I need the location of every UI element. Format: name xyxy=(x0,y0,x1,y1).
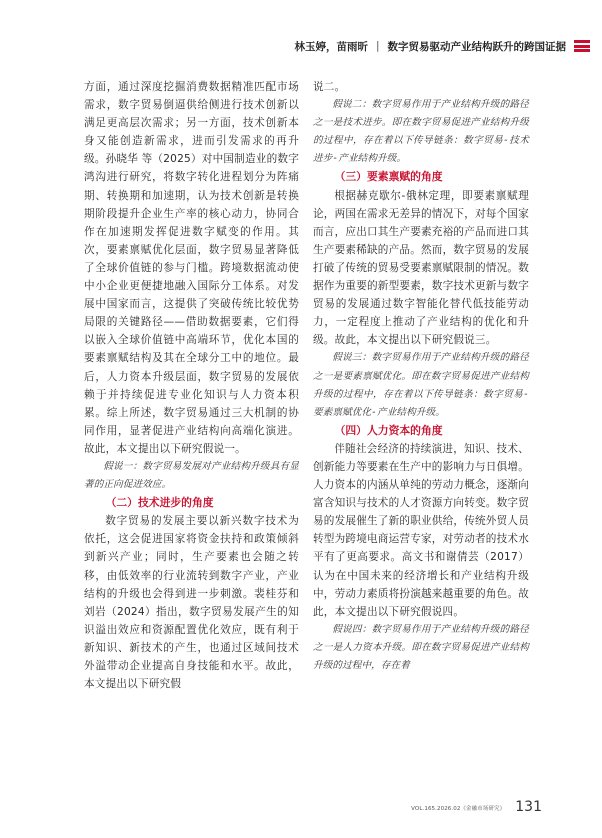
hypothesis-3: 假说三：数字贸易作用于产业结构升级的路径之一是要素禀赋优化。即在数字贸易促进产业结构升级的过程中，存在着以下传导链条：数字贸易-要素禀赋优化-产业结构升级。 xyxy=(313,352,529,418)
section-heading-human-capital: （四）人力资本的角度 xyxy=(334,423,443,437)
hypothesis-4: 假说四：数字贸易作用于产业结构升级的路径之一是人力资本升级。即在数字贸易促进产业结构升级的过程中，存在着 xyxy=(313,623,529,671)
section-heading-factor-endowment: （三）要素禀赋的角度 xyxy=(334,170,443,184)
page-footer xyxy=(411,800,542,814)
section-heading-technology: （二）技术进步的角度 xyxy=(105,496,214,510)
hypothesis-2: 假说二：数字贸易作用于产业结构升级的路径之一是技术进步。即在数字贸易促进产业结构升级的过程中，存在着以下传导链条：数字贸易-技术进步-产业结构升级。 xyxy=(313,99,529,165)
hypothesis-1: 假说一：数字贸易发展对产业结构升级具有显著的正向促进效应。 xyxy=(84,460,299,491)
header-separator: | xyxy=(375,40,380,52)
page-number: 131 xyxy=(515,799,542,815)
right-column xyxy=(313,78,529,675)
paragraph: 说二。 xyxy=(313,81,346,93)
paragraph: 根据赫克歇尔-俄林定理，即要素禀赋理论，两国在需求无差异的情况下，对每个国家而言，应出口其生产要素充裕的产品而进口其生产要素稀缺的产品。然而，数字贸易的发展打破了传统的贸易受要素禀赋限制的情况。数据作为重要的新型要素，数字技术更新与数字贸易的发展通过数字智能化替代低技能劳动力，一定程度上推动了产业结构的优化和升级。故此，本文提出以下研究假说三。 xyxy=(313,189,529,347)
left-column xyxy=(84,78,299,693)
header-title: 数字贸易驱动产业结构跃升的跨国证据 xyxy=(387,40,566,53)
paragraph: 数字贸易的发展主要以新兴数字技术为依托，这会促进国家将资金扶持和政策倾斜到新兴产业；同时，生产要素也会随之转移，由低效率的行业流转到数字产业，产业结构的升级也会得到进一步刺激。裴桂芬和刘岩（2024）指出，数字贸易发展产生的知识溢出效应和资源配置优化效应，既有利于新知识、新技术的产生，也通过区域间技术外溢带动企业提高自身技能和水平。故此，本文提出以下研究假 xyxy=(84,515,299,691)
journal-mark-icon xyxy=(574,40,590,52)
paragraph: 方面，通过深度挖掘消费数据精准匹配市场需求，数字贸易倒逼供给侧进行技术创新以满足更高层次需求；另一方面，技术创新本身又能创造新需求，进而引发需求的再升级。孙晓华 等（2025）对中国制造业的数字鸿沟进行研究，将数字转化进程划分为阵痛期、转换期和加速期，认为技术创新是转换期阶段提升企业生产率的核心动力，协同合作在加速期发挥促进数字赋变的作用。其次，要素禀赋优化层面，数字贸易显著降低了全球价值链的参与门槛。跨境数据流动使中小企业更便捷地融入国际分工体系。对发展中国家而言，这提供了突破传统比较优势局限的关键路径——借助数据要素，它们得以嵌入全球价值链中高端环节，优化本国的要素禀赋结构及其在全球分工中的地位。最后，人力资本升级层面，数字贸易的发展依赖于并持续促进专业化知识与人力资本积累。综上所述，数字贸易通过三大机制的协同作用，显著促进产业结构向高端化演进。故此，本文提出以下研究假说一。 xyxy=(84,81,299,455)
header-authors: 林玉婷，苗雨昕 xyxy=(294,40,368,53)
journal-info: VOL.165.2026.02《金融市场研究》 xyxy=(411,806,506,812)
running-header xyxy=(294,38,590,54)
paragraph: 伴随社会经济的持续演进，知识、技术、创新能力等要素在生产中的影响力与日俱增。人力资本的内涵从单纯的劳动力概念，逐渐向富含知识与技术的人才资源方向转变。数字贸易的发展催生了新的职业供给，传统外贸人员转型为跨境电商运营专家，对劳动者的技术水平有了更高要求。高文书和谢倩芸（2017）认为在中国未来的经济增长和产业结构升级中，劳动力素质将扮演越来越重要的角色。故此，本文提出以下研究假说四。 xyxy=(313,442,529,618)
